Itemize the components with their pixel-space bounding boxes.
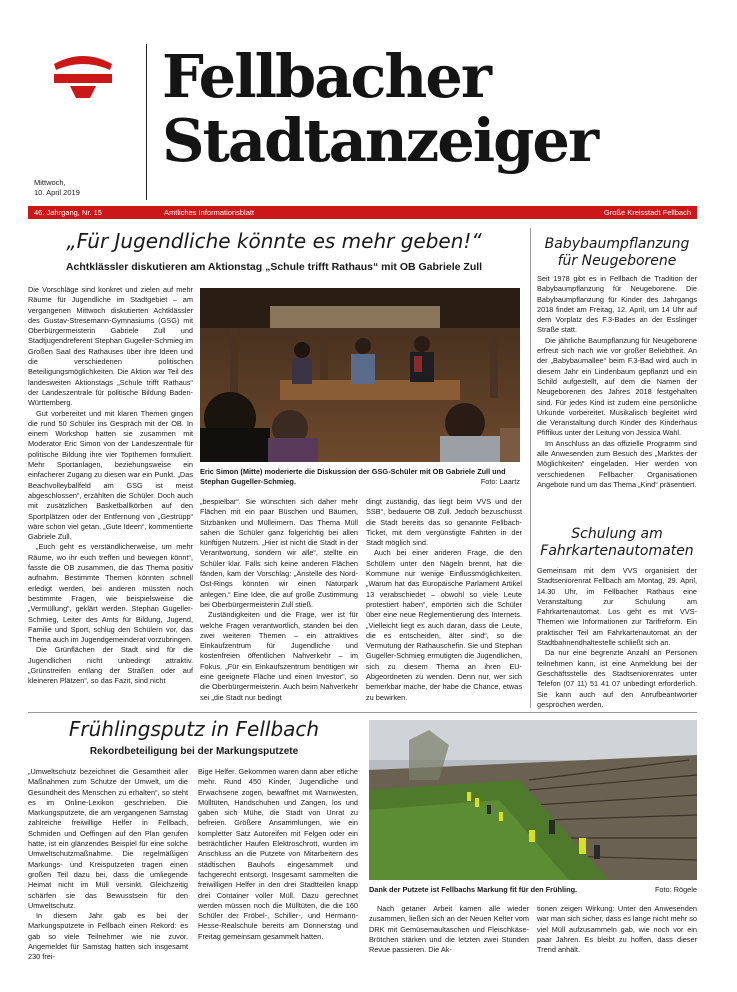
lead-subhead: Achtklässler diskutieren am Aktionstag „Schule trifft Rathaus“ mit OB Gabriele Zull: [65, 261, 483, 273]
paragraph: Bige Helfer. Gekommen waren dann aber etliche mehr. Rund 450 Kinder, Jugendliche und Erwachsene zogen, bewaffnet mit Warnwesten, Mülltüten, Handschuhen und Zangen, los und gaben sich Mühe, die Stadt von Unrat zu befreien. Größere Ansammlungen, wie ein kompletter Satz Autoreifen mit Felgen oder ein beträchtlicher Haufen Elektroschrott, wurden im Anschluss an die Putzete von Mitarbeitern des städtischen Bauhofs eingesammelt und fachgerecht entsorgt. Insgesamt sammelten die freiwilligen Helfer in den drei Stadtteilen knapp drei Container voller Müll. Dazu gerechnet werden müssen noch die Mülltüten, die die 160 Schüler der Fröbel-, Schiller-, und Hermann-Hesse-Realschule bereits am Donnerstag und Freitag gemeinsam gesammelt hatten.: [198, 767, 358, 941]
paragraph: Gut vorbereitet und mit klaren Themen gingen die rund 50 Schüler ins Gespräch mit der OB. In einem Workshop hatten sie zusammen mit Moderator Eric Simon von der Landeszentrale für politische Bildung ihre vier Topthemen formuliert. Mehr Sportanlagen, beziehungsweise ein einfacherer Zugang zu diesen war ein Punkt. „Das Beachvolleyballfeld am GSG ist meist abgeschlossen“, erzählten die Schüler. Doch auch mit zusätzlichen Basketballkörben auf den Sportplätzen oder der Entfernung von „Gestrüpp“ wäre schon viel getan. „Gute Ideen“, kommentierte Gabriele Zull.: [28, 408, 193, 542]
schulung-headline: Schulung am Fahrkartenautomaten: [540, 526, 694, 559]
paragraph: tionen zeigen Wirkung: Unter den Anwesenden war man sich sicher, dass es lange nicht mehr so viel Müll aufzusammeln gab, wie noch vor ein paar Jahren. Es bleibt zu hoffen, dass dieser Trend anhält.: [537, 904, 698, 955]
title-line2: Stadtanzeiger: [162, 106, 598, 175]
spring-column-3: [369, 904, 529, 984]
spring-column-2: [198, 767, 358, 987]
title-line1: Fellbacher: [162, 42, 490, 111]
spring-photo-caption: [369, 885, 697, 895]
paragraph: Zuständigkeiten und die Frage, wer ist für welche Fragen verantwortlich, standen bei den zwei weiteren Themen – ein attraktives Einkaufzentrum für Jugendliche und kostenfreien öffentlichen Nahverkehr – im Fokus. „Für ein Einkaufszentrum benötigen wir eine geeignete Fläche und einen Investor“, so die Oberbürgermeisterin. Auch beim Nahverkehr sei „die Stadt nur bedingt: [200, 610, 358, 702]
sidebar-divider: [530, 228, 531, 708]
schulung-article: [537, 566, 697, 708]
city-logo: [50, 50, 116, 100]
paragraph: Gemeinsam mit dem VVS organisiert der Stadtseniorenrat Fellbach am Montag, 29. April, 14.30 Uhr, im Fellbacher Rathaus eine Veranstaltung zur Schulung am Fahrkartenautomat. Los geht es mit VVS-Themen wie Informationen zur Tarifreform. Ein praktischer Teil am Fahrkartenautomat an der Stadtbahnendhaltestelle schließt sich an.: [537, 566, 697, 648]
paragraph: Im Anschluss an das offizielle Programm sind alle Anwesenden zum Besuch des „Marktes der Möglichkeiten“ eingeladen. Hier werden von verschiedenen Fellbacher Organisationen Angebote rund um das Thema „Kind“ präsentiert.: [537, 438, 697, 489]
spring-column-1: [28, 767, 188, 987]
paragraph: In diesem Jahr gab es bei der Markungsputzete in Fellbach einen Rekord: es gab so viele Teilnehmer wie nie zuvor. Angemeldet für Samstag hatten sich insgesamt 230 frei-: [28, 911, 188, 962]
paragraph: Die Vorschläge sind konkret und zielen auf mehr Räume für Jugendliche im Stadtgebiet – am vergangenen Mittwoch diskutierten Achtklässler des Gustav-Stresemann-Gymnasiums (GSG) mit Oberbürgermeisterin Gabriele Zull und Stadtjugendreferent Stephan Gugeller-Schmieg im Großen Saal des Rathauses über ihre Ideen und die verschiedenen politischen Beteiligungsmöglichkeiten. Die Aktion war Teil des landesweiten Aktionstags „Schule trifft Rathaus“ der Landeszentrale für politische Bildung Baden-Württemberg.: [28, 285, 193, 408]
lead-column-3: [366, 497, 522, 707]
paragraph: Seit 1978 gibt es in Fellbach die Tradition der Babybaumpflanzung für Neugeborene. Die Babybaumpflanzung für Kinder des Jahrgangs 2018 findet am Freitag, 12. April, um 14 Uhr auf dem Vorplatz des F.3-Bades an der Esslinger Straße statt.: [537, 274, 697, 335]
photo-credit: Foto: Rögele: [654, 885, 697, 894]
date-weekday: Mittwoch,: [34, 178, 66, 187]
town-label: Große Kreisstadt Fellbach: [603, 208, 691, 217]
bulletin-label: Amtliches Informationsblatt: [164, 208, 255, 217]
paragraph: „Umweltschutz bezeichnet die Gesamtheit aller Maßnahmen zum Schutze der Umwelt, um die Gesundheit des Menschen zu erhalten“, so steht es im Online-Lexikon geschrieben. Die Markungsputzete, die am vergangenen Samstag zahlreiche freiwillige Helfer in Fellbach, Schmiden und Oeffingen auf den Plan gerufen hatte, ist ein glänzendes Beispiel für eine solche Umweltschutzmaßnahme. Die regelmäßigen Markungs- und Kreisputzeten tragen einen großen Teil dazu bei, dass die umliegende Heimat nicht im Müll versinkt. Gleichzeitig schärfen sie das Bewusstsein für den Umweltschutz.: [28, 767, 188, 910]
spring-photo: [369, 720, 697, 880]
spring-subhead: Rekordbeteiligung bei der Markungsputzete: [89, 746, 299, 757]
newspaper-title: [162, 42, 598, 175]
lead-column-2: [200, 497, 358, 707]
caption-text: Dank der Putzete ist Fellbachs Markung fit für den Frühling.: [369, 885, 578, 894]
paragraph: Nach getaner Arbeit kamen alle wieder zusammen, ließen sich an der Neuen Kelter vom DRK mit Gemüsemaultaschen und Fleischkäse-Brötchen stärken und die letzten zwei Stunden Revue passieren. Die Ak-: [369, 904, 529, 955]
lead-column-1: [28, 285, 193, 705]
paragraph: Die Grünflächen der Stadt sind für die Jugendlichen nicht unbedingt attraktiv. „Grünstreifen entlang der Straßen oder auf kleineren Plätzen“, so das Fazit, sind nicht: [28, 645, 193, 686]
lead-headline: „Für Jugendliche könnte es mehr geben!“: [66, 229, 482, 253]
baby-article: [537, 274, 697, 518]
paragraph: Die jährliche Baumpflanzung für Neugeborene erfreut sich nach wie vor großer Beliebtheit. An der „Babybaumallee“ beim F.3-Bad wird auch in diesem Jahr ein Lindenbaum gepflanzt und ein Schild aufgestellt, auf dem die Namen der Neugeborenen des Jahres 2018 festgehalten sind. Für jedes Kind ist zudem eine persönliche Urkunde vorbereitet. Musikalisch begleitet wird die Veranstaltung durch Kinder des Kinderhaus Pfiffikus unter der Leitung von Jessica Wahl.: [537, 335, 697, 438]
paragraph: „Euch geht es verständlicherweise, um mehr Räume, wo ihr euch treffen und bewegen könnt“, fasste die OB zusammen, die das Thema positiv aufnahm. Bestimmte Themen könnten schnell erledigt werden, bei anderen müssten noch bestimmte Fragen, wie beispielsweise die „Vermüllung“, geklärt werden. Stephan Gugeller-Schmieg, Leiter des Amts für Bildung, Jugend, Familie und Sport, schlug den Schülern vor, das Thema auch im Jugendgemeinderat vorzubringen.: [28, 542, 193, 645]
masthead-bar: [28, 206, 697, 219]
paragraph: dingt zuständig, das liegt beim VVS und der SSB“, bedauerte OB Zull. Jedoch bezuschusst die Stadt bereits das so genannte Fellbach-Ticket, mit dem vergünstigte Fahrten in der Stadt möglich sind.: [366, 497, 522, 548]
paragraph: Auch bei einer anderen Frage, die den Schülern unter den Nägeln brennt, hat die Kommune nur wenige Einflussmöglichkeiten. „Warum hat das Europäische Parlament Artikel 13 verabschiedet – obwohl so viele Leute protestiert haben“, empörten sich die Schüler über eine neue Reglementierung des Internets. „Vielleicht liegt es auch daran, dass die Leute, die es entscheiden, älter sind“, so die Vermutung der Rathauschefin. Sie und Stephan Gugeller-Schmieg ermutigten die Jugendlichen, sich zu diesem Thema an ihren EU-Abgeordneten zu wenden. Denn nur, wer sich bemerkbar mache, der habe die Chance, etwas zu bewirken.: [366, 548, 522, 702]
paragraph: „bespielbar“. Sie wünschten sich daher mehr Flächen mit ein paar Büschen und Bäumen, Sitzbänken und Mülleimern. Das Thema Müll sahen die Schüler ganz folgerichtig bei allen künftigen Nutzern. „Hier ist nicht die Stadt in der Verantwortung, sondern wir alle“, stellte ein Schüler klar. Falls sich keine anderen Flächen fänden, kam der Vorschlag: „Anstelle des Nord-Ost-Rings könnten wir einen Naturpark anlegen.“ Eine Idee, die auf große Zustimmung bei Oberbürgermeisterin Zull stieß.: [200, 497, 358, 609]
masthead-divider: [146, 44, 147, 200]
spring-headline: Frühlingsputz in Fellbach: [68, 717, 320, 741]
photo-credit: Foto: Laartz: [480, 477, 520, 486]
lead-photo: [200, 288, 520, 462]
caption-text: Eric Simon (Mitte) moderierte die Diskussion der GSG-Schüler mit OB Gabriele Zull und Stephan Gugeller-Schmieg.: [200, 467, 506, 486]
paragraph: Da nur eine begrenzte Anzahl an Personen teilnehmen kann, ist eine Anmeldung bei der Geschäftsstelle des Stadtseniorenrates unter Telefon (07 11) 51 41 07 unbedingt erforderlich. Sie kann auch auf den Anrufbeantworter gesprochen werden.: [537, 648, 697, 709]
lead-photo-caption: [200, 467, 520, 487]
section-rule: [28, 712, 697, 713]
spring-column-4: [537, 904, 697, 984]
date-day: 10. April 2019: [34, 187, 80, 197]
issue-date: [34, 178, 80, 197]
issue-number: 46. Jahrgang, Nr. 15: [34, 208, 102, 217]
baby-headline: Babybaumpflanzung für Neugeborene: [544, 236, 690, 269]
